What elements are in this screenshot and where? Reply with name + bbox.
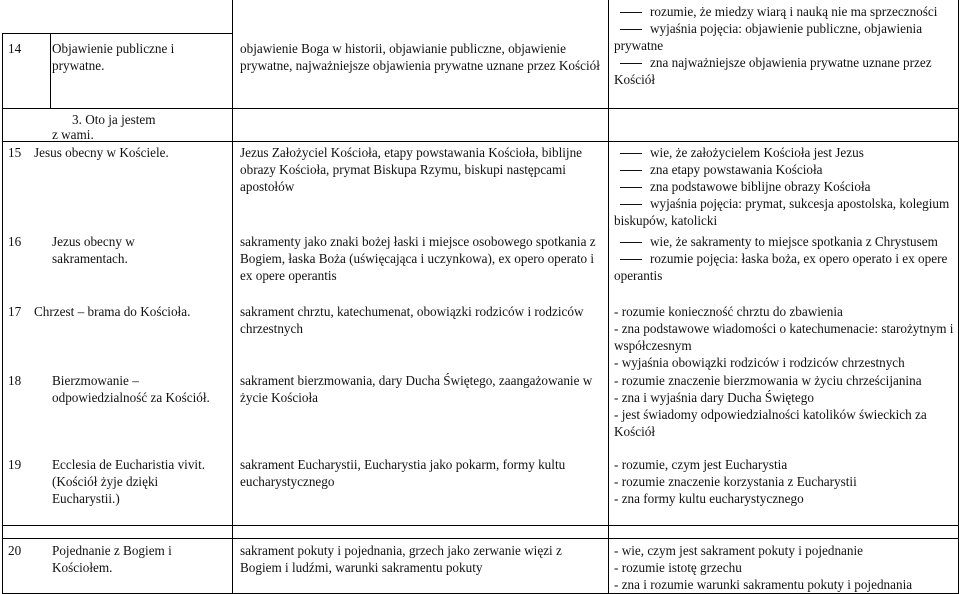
row-topic: Jesus obecny w Kościele. [34, 145, 169, 160]
outcome-item: - zna i wyjaśnia dary Ducha Świętego [614, 390, 814, 405]
row-19-bottom-border [2, 525, 958, 526]
dash-icon [620, 12, 642, 13]
outcome-item: wyjaśnia pojęcia: objawienie publiczne, objawienia prywatne [614, 21, 923, 53]
row-topic: Bierzmowanie – odpowiedzialność za Kościół. [52, 373, 210, 405]
row-number: 19 [8, 457, 22, 472]
outcome-item: wie, że sakramenty to miejsce spotkania z Chrystusem [614, 233, 956, 250]
outcome-item: - rozumie istotę grzechu [614, 560, 742, 575]
row-outcomes [614, 144, 956, 229]
row-number: 18 [8, 373, 22, 388]
row-content: sakrament Eucharystii, Eucharystia jako pokarm, formy kultu eucharystycznego [240, 457, 566, 489]
row-topic: Objawienie publiczne i prywatne. [52, 41, 175, 73]
section-title: 3. Oto ja jestem [72, 112, 156, 127]
row-outcomes [614, 3, 956, 88]
table-border-num-col [50, 33, 51, 108]
outcome-item: - zna podstawowe wiadomości o katechumenacie: starożytnym i współczesnym [614, 321, 954, 353]
row-outcomes [614, 233, 956, 284]
outcome-item: - wyjaśnia obowiązki rodziców i rodziców chrzestnych [614, 355, 905, 370]
row-number: 14 [8, 41, 22, 56]
outcome-item: - zna i rozumie warunki sakramentu pokuty i pojednania [614, 577, 913, 592]
row-number: 17 [8, 304, 22, 319]
dash-icon [620, 204, 642, 205]
outcome-item: wie, że założycielem Kościoła jest Jezus [614, 144, 956, 161]
outcome-item: - rozumie znaczenie bierzmowania w życiu chrześcijanina [614, 373, 922, 388]
table-border-content-col [608, 0, 609, 594]
dash-icon [620, 29, 642, 30]
outcome-item: - rozumie znaczenie korzystania z Eucharystii [614, 474, 857, 489]
row-topic: Chrzest – brama do Kościoła. [34, 304, 191, 319]
table-border-left [2, 33, 3, 594]
row-content: sakramenty jako znaki bożej łaski i miejsce osobowego spotkania z Bogiem, łaska Boża (uświęcająca i uczynkowa), ex opero operato i ex opere operantis [240, 234, 596, 283]
row-content: Jezus Założyciel Kościoła, etapy powstawania Kościoła, biblijne obrazy Kościoła, prymat Biskupa Rzymu, biskupi następcami apostołów [240, 145, 583, 194]
outcome-item: zna podstawowe biblijne obrazy Kościoła [614, 178, 956, 195]
row-14-bottom-border [2, 108, 958, 109]
row-topic: Jezus obecny w sakramentach. [52, 234, 135, 266]
outcome-item: rozumie, że miedzy wiarą i nauką nie ma sprzeczności [614, 3, 956, 20]
row-content: sakrament bierzmowania, dary Ducha Świętego, zaangażowanie w życie Kościoła [240, 373, 593, 405]
row-number: 16 [8, 234, 22, 249]
outcome-item: wyjaśnia pojęcia: prymat, sukcesja apostolska, kolegium biskupów, katolicki [614, 196, 950, 228]
section-subtitle: z wami. [52, 127, 94, 142]
row-content: sakrament chrztu, katechumenat, obowiązki rodziców i rodziców chrzestnych [240, 304, 584, 336]
dash-icon [620, 153, 642, 154]
outcome-item: - zna formy kultu eucharystycznego [614, 491, 804, 506]
outcome-item: rozumie pojęcia: łaska boża, ex opero operato i ex opere operantis [614, 251, 948, 283]
outcome-item: - wie, czym jest sakrament pokuty i pojednanie [614, 543, 864, 558]
outcome-item: zna najważniejsze objawienia prywatne uznane przez Kościół [614, 55, 932, 87]
row-number: 20 [8, 543, 22, 558]
row-number: 15 [8, 145, 22, 160]
dash-icon [620, 259, 642, 260]
row-outcomes [614, 456, 956, 507]
row-content: sakrament pokuty i pojednania, grzech jako zerwanie więzi z Bogiem i ludźmi, warunki sakramentu pokuty [240, 543, 562, 575]
outcome-item: - rozumie konieczność chrztu do zbawienia [614, 304, 843, 319]
row-outcomes [614, 303, 956, 371]
row-20-top-border [2, 538, 958, 539]
dash-icon [620, 187, 642, 188]
row-top-border [2, 33, 232, 34]
outcome-item: - rozumie, czym jest Eucharystia [614, 457, 788, 472]
row-outcomes [614, 372, 956, 440]
table-border-topic-col [232, 0, 233, 594]
dash-icon [620, 63, 642, 64]
section-bottom-border [2, 141, 958, 142]
outcome-item: - jest świadomy odpowiedzialności katolików świeckich za Kościół [614, 407, 927, 439]
row-topic: Pojednanie z Bogiem i Kościołem. [52, 543, 172, 575]
row-topic: Ecclesia de Eucharistia vivit. (Kościół żyje dzięki Eucharystii.) [52, 457, 206, 506]
outcome-item: zna etapy powstawania Kościoła [614, 161, 956, 178]
row-content: objawienie Boga w historii, objawianie publiczne, objawienie prywatne, najważniejsze objawienia prywatne uznane przez Kościół [240, 41, 600, 73]
dash-icon [620, 242, 642, 243]
dash-icon [620, 170, 642, 171]
row-outcomes [614, 542, 956, 593]
